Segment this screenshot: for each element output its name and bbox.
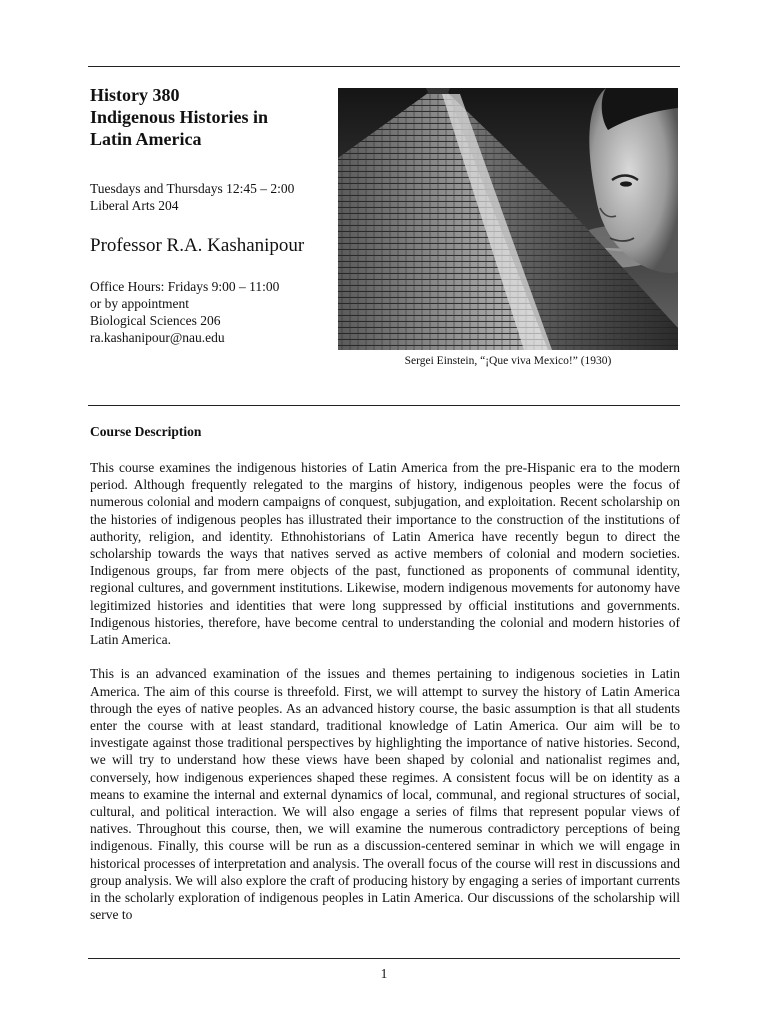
film-still-image [338,88,678,350]
course-schedule [90,180,330,214]
office-email: ra.kashanipour@nau.edu [90,330,225,345]
image-caption: Sergei Einstein, “¡Que viva Mexico!” (1930) [404,355,612,367]
office-line: Office Hours: Fridays 9:00 – 11:00 [90,279,280,294]
section-rule [88,405,680,406]
office-info [90,278,330,346]
course-description [90,459,680,941]
course-title-line: Latin America [90,129,202,149]
page-number: 1 [380,966,388,981]
course-title-line: History 380 [90,85,180,105]
schedule-line: Tuesdays and Thursdays 12:45 – 2:00 [90,181,295,196]
schedule-line: Liberal Arts 204 [90,198,179,213]
description-paragraph: This course examines the indigenous histories of Latin America from the pre-Hispanic era to the modern period. Although frequently relegated to the margins of history, indigenous peoples were the focus of numerous colonial and modern campaigns of conquest, subjugation, and exploitation. Recent scholarship on the histories of indigenous peoples has illustrated their importance to the construction of the institutions of authority, religion, and identity. Ethnohistorians of Latin America have recently begun to direct the scholarship towards the ways that natives served as active members of colonial and modern societies. Indigenous groups, far from mere objects of the past, functioned as proponents of communal identity, regional cultures, and government institutions. Likewise, modern indigenous movements for autonomy have legitimized histories and identities that were long suppressed by official institutions and governments. Indigenous histories, therefore, have become central to understanding the colonial and modern histories of Latin America. [90,460,680,648]
section-heading: Course Description [90,424,202,439]
professor-name: Professor R.A. Kashanipour [90,235,305,256]
top-rule [88,66,680,67]
office-line: Biological Sciences 206 [90,313,221,328]
office-line: or by appointment [90,296,189,311]
footer-rule [88,958,680,959]
course-title-line: Indigenous Histories in [90,107,269,127]
course-title [90,84,330,150]
description-paragraph: This is an advanced examination of the issues and themes pertaining to indigenous societies in Latin America. The aim of this course is threefold. First, we will attempt to survey the history of Latin America through the eyes of native peoples. As an advanced history course, the basic assumption is that all students enter the course with at least standard, traditional knowledge of Latin America. Our aim will be to investigate against those traditional perspectives by highlighting the importance of native histories. Second, we will try to understand how these views have been shaped by colonial and nationalist regimes and, conversely, how indigenous experiences shaped these regimes. A consistent focus will be on identity as a means to examine the internal and external dynamics of local, communal, and regional structures of social, cultural, and political interaction. We will also engage a series of films that represent popular views of natives. Throughout this course, then, we will examine the numerous contradictory perceptions of being indigenous. Finally, this course will be run as a discussion-centered seminar in which we will engage in historical processes of interpretation and analysis. The overall focus of the course will rest in discussions and group analysis. We will also explore the craft of producing history by engaging a series of important currents in the scholarly exploration of indigenous peoples in Latin America. Our discussions of the scholarship will serve to [90,666,680,923]
course-header [90,84,330,346]
